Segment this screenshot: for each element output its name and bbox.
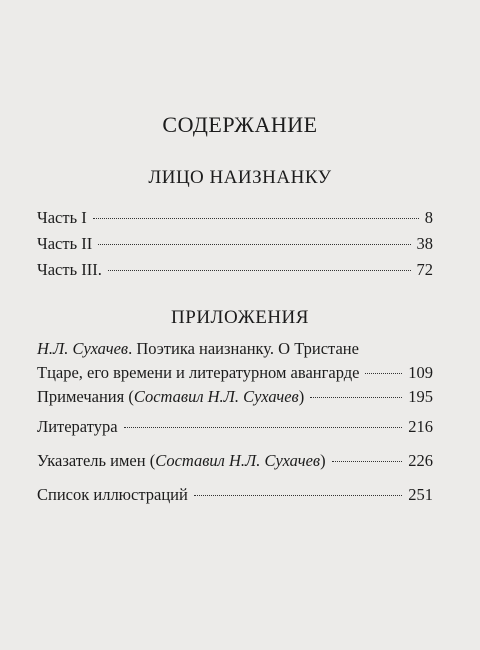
dot-leader: [194, 495, 402, 496]
index-label-start: Указатель имен (: [37, 451, 156, 470]
toc-entry-label: Часть I: [37, 208, 87, 227]
toc-entry-label: Список иллюстраций: [37, 485, 188, 504]
toc-entry-page: 216: [408, 417, 433, 436]
toc-entry-illustrations: [37, 485, 433, 505]
toc-entry-essay: [37, 337, 433, 385]
notes-label-start: Примечания (: [37, 387, 134, 406]
dot-leader: [124, 427, 403, 428]
toc-entry-literature: [37, 417, 433, 437]
section-heading-appendix: ПРИЛОЖЕНИЯ: [171, 307, 309, 328]
toc-entry-part-2: [37, 234, 433, 254]
toc-entry-essay-line2: [37, 361, 433, 385]
dot-leader: [310, 397, 402, 398]
toc-entry-index: [37, 451, 433, 471]
toc-entry-page: 109: [408, 363, 433, 382]
essay-title-part2: Тцаре, его времени и литературном авангарде: [37, 363, 360, 382]
index-label-end: ): [320, 451, 326, 470]
toc-entry-label: [37, 451, 326, 471]
toc-entry-label: Часть II: [37, 234, 93, 253]
toc-entry-page: 251: [408, 485, 433, 504]
toc-entry-page: 38: [416, 234, 433, 253]
toc-entry-page: 72: [416, 260, 433, 279]
notes-compiler: Составил Н.Л. Сухачев: [133, 387, 299, 406]
toc-entry-part-1: [37, 208, 433, 228]
toc-entry-page: 8: [424, 208, 433, 227]
dot-leader: [93, 218, 419, 219]
toc-entry-page: 195: [408, 387, 433, 406]
dot-leader: [332, 461, 403, 462]
dot-leader: [98, 244, 410, 245]
toc-entry-page: 226: [408, 451, 433, 470]
dot-leader: [108, 270, 411, 271]
index-compiler: Составил Н.Л. Сухачев: [155, 451, 321, 470]
essay-title-part1: . Поэтика наизнанку. О Тристане: [128, 339, 359, 358]
essay-author: Н.Л. Сухачев: [37, 339, 129, 358]
toc-entry-label: Литература: [37, 417, 118, 436]
notes-label-end: ): [298, 387, 305, 406]
toc-entry-label: Часть III.: [37, 260, 102, 279]
section-heading-main: ЛИЦО НАИЗНАНКУ: [148, 167, 332, 188]
page-title: СОДЕРЖАНИЕ: [162, 112, 318, 137]
toc-entry-label: [37, 387, 304, 407]
toc-entry-part-3: [37, 260, 433, 280]
dot-leader: [365, 373, 402, 374]
toc-entry-notes: [37, 387, 433, 407]
toc-entry-essay-line1: [37, 337, 433, 361]
